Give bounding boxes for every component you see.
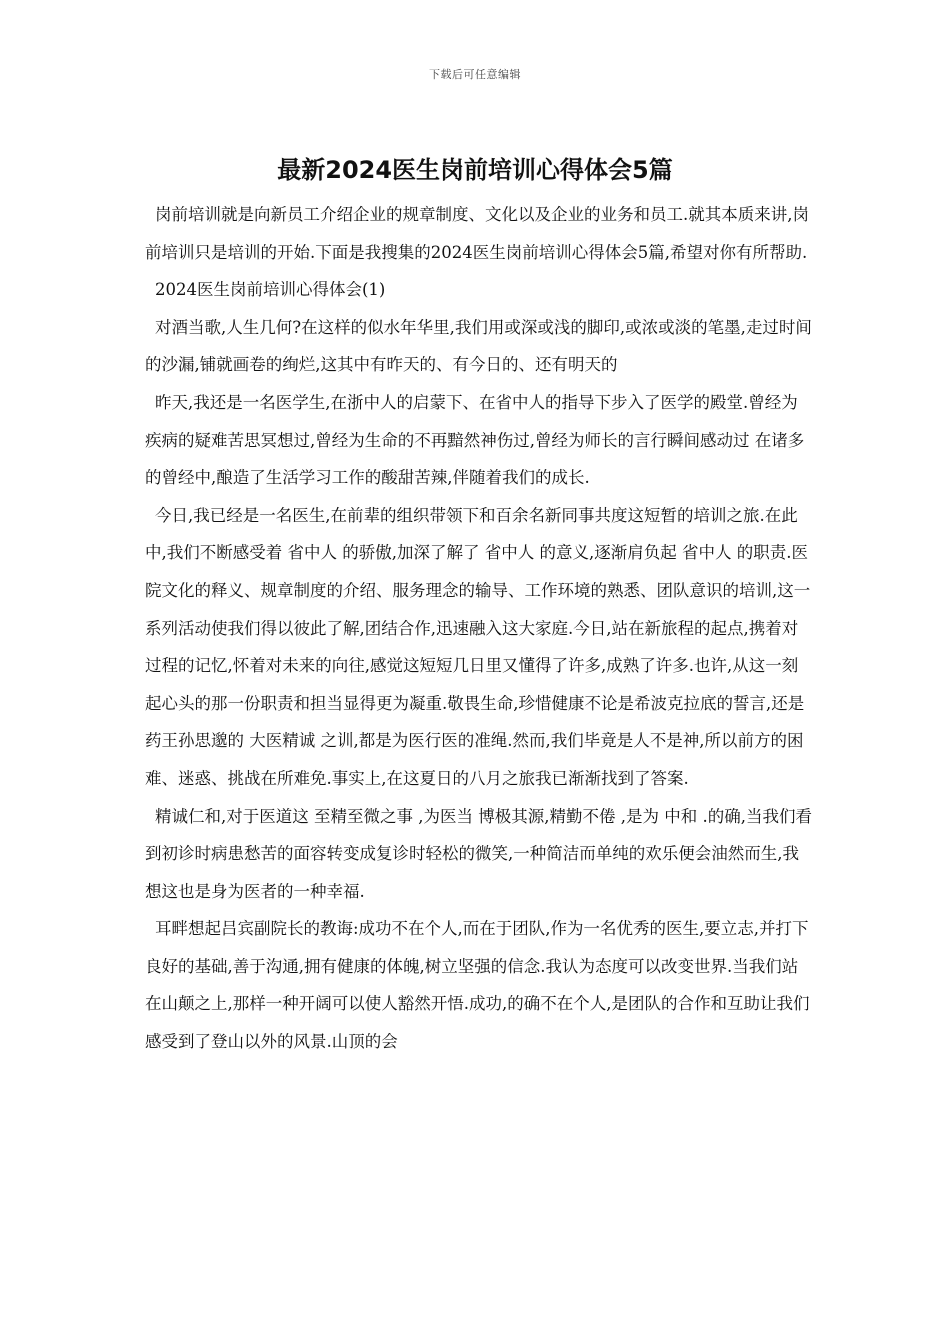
- paragraph-intro: 岗前培训就是向新员工介绍企业的规章制度、文化以及企业的业务和员工.就其本质来讲,岗前培训只是培训的开始.下面是我搜集的2024医生岗前培训心得体会5篇,希望对你有所帮助.: [145, 205, 809, 262]
- paragraph: 对酒当歌,人生几何?在这样的似水年华里,我们用或深或浅的脚印,或浓或淡的笔墨,走过时间的沙漏,铺就画卷的绚烂,这其中有昨天的、有今日的、还有明天的: [145, 317, 812, 375]
- document-body: [145, 196, 813, 1061]
- section-heading: 2024医生岗前培训心得体会(1): [155, 280, 386, 300]
- paragraph: 昨天,我还是一名医学生,在浙中人的启蒙下、在省中人的指导下步入了医学的殿堂.曾经为疾病的疑难苦思冥想过,曾经为生命的不再黯然神伤过,曾经为师长的言行瞬间感动过 在诸多的曾经中,酿造了生活学习工作的酸甜苦辣,伴随着我们的成长.: [145, 392, 805, 488]
- paragraph: 精诚仁和,对于医道这 至精至微之事 ,为医当 博极其源,精勤不倦 ,是为 中和 .的确,当我们看到初诊时病患愁苦的面容转变成复诊时轻松的微笑,一种简洁而单纯的欢乐便会油然而生,我想这也是身为医者的一种幸福.: [145, 806, 812, 901]
- header-note: 下载后可任意编辑: [429, 68, 521, 81]
- document-title: 最新2024医生岗前培训心得体会5篇: [277, 156, 673, 184]
- paragraph: 耳畔想起吕宾副院长的教诲:成功不在个人,而在于团队,作为一名优秀的医生,要立志,并打下良好的基础,善于沟通,拥有健康的体魄,树立坚强的信念.我认为态度可以改变世界.当我们站在山颠之上,那样一种开阔可以使人豁然开悟.成功,的确不在个人,是团队的合作和互助让我们感受到了登山以外的风景.山顶的会: [145, 919, 810, 1052]
- paragraph: 今日,我已经是一名医生,在前辈的组织带领下和百余名新同事共度这短暂的培训之旅.在此中,我们不断感受着 省中人 的骄傲,加深了解了 省中人 的意义,逐渐肩负起 省中人 的职责.医院文化的释义、规章制度的介绍、服务理念的输导、工作环境的熟悉、团队意识的培训,这一系列活动使我们得以彼此了解,团结合作,迅速融入这大家庭.今日,站在新旅程的起点,携着对过程的记忆,怀着对未来的向往,感觉这短短几日里又懂得了许多,成熟了许多.也许,从这一刻起心头的那一份职责和担当显得更为凝重.敬畏生命,珍惜健康不论是希波克拉底的誓言,还是药王孙思邈的 大医精诚 之训,都是为医行医的准绳.然而,我们毕竟是人不是神,所以前方的困难、迷惑、挑战在所难免.事实上,在这夏日的八月之旅我已渐渐找到了答案.: [145, 505, 811, 788]
